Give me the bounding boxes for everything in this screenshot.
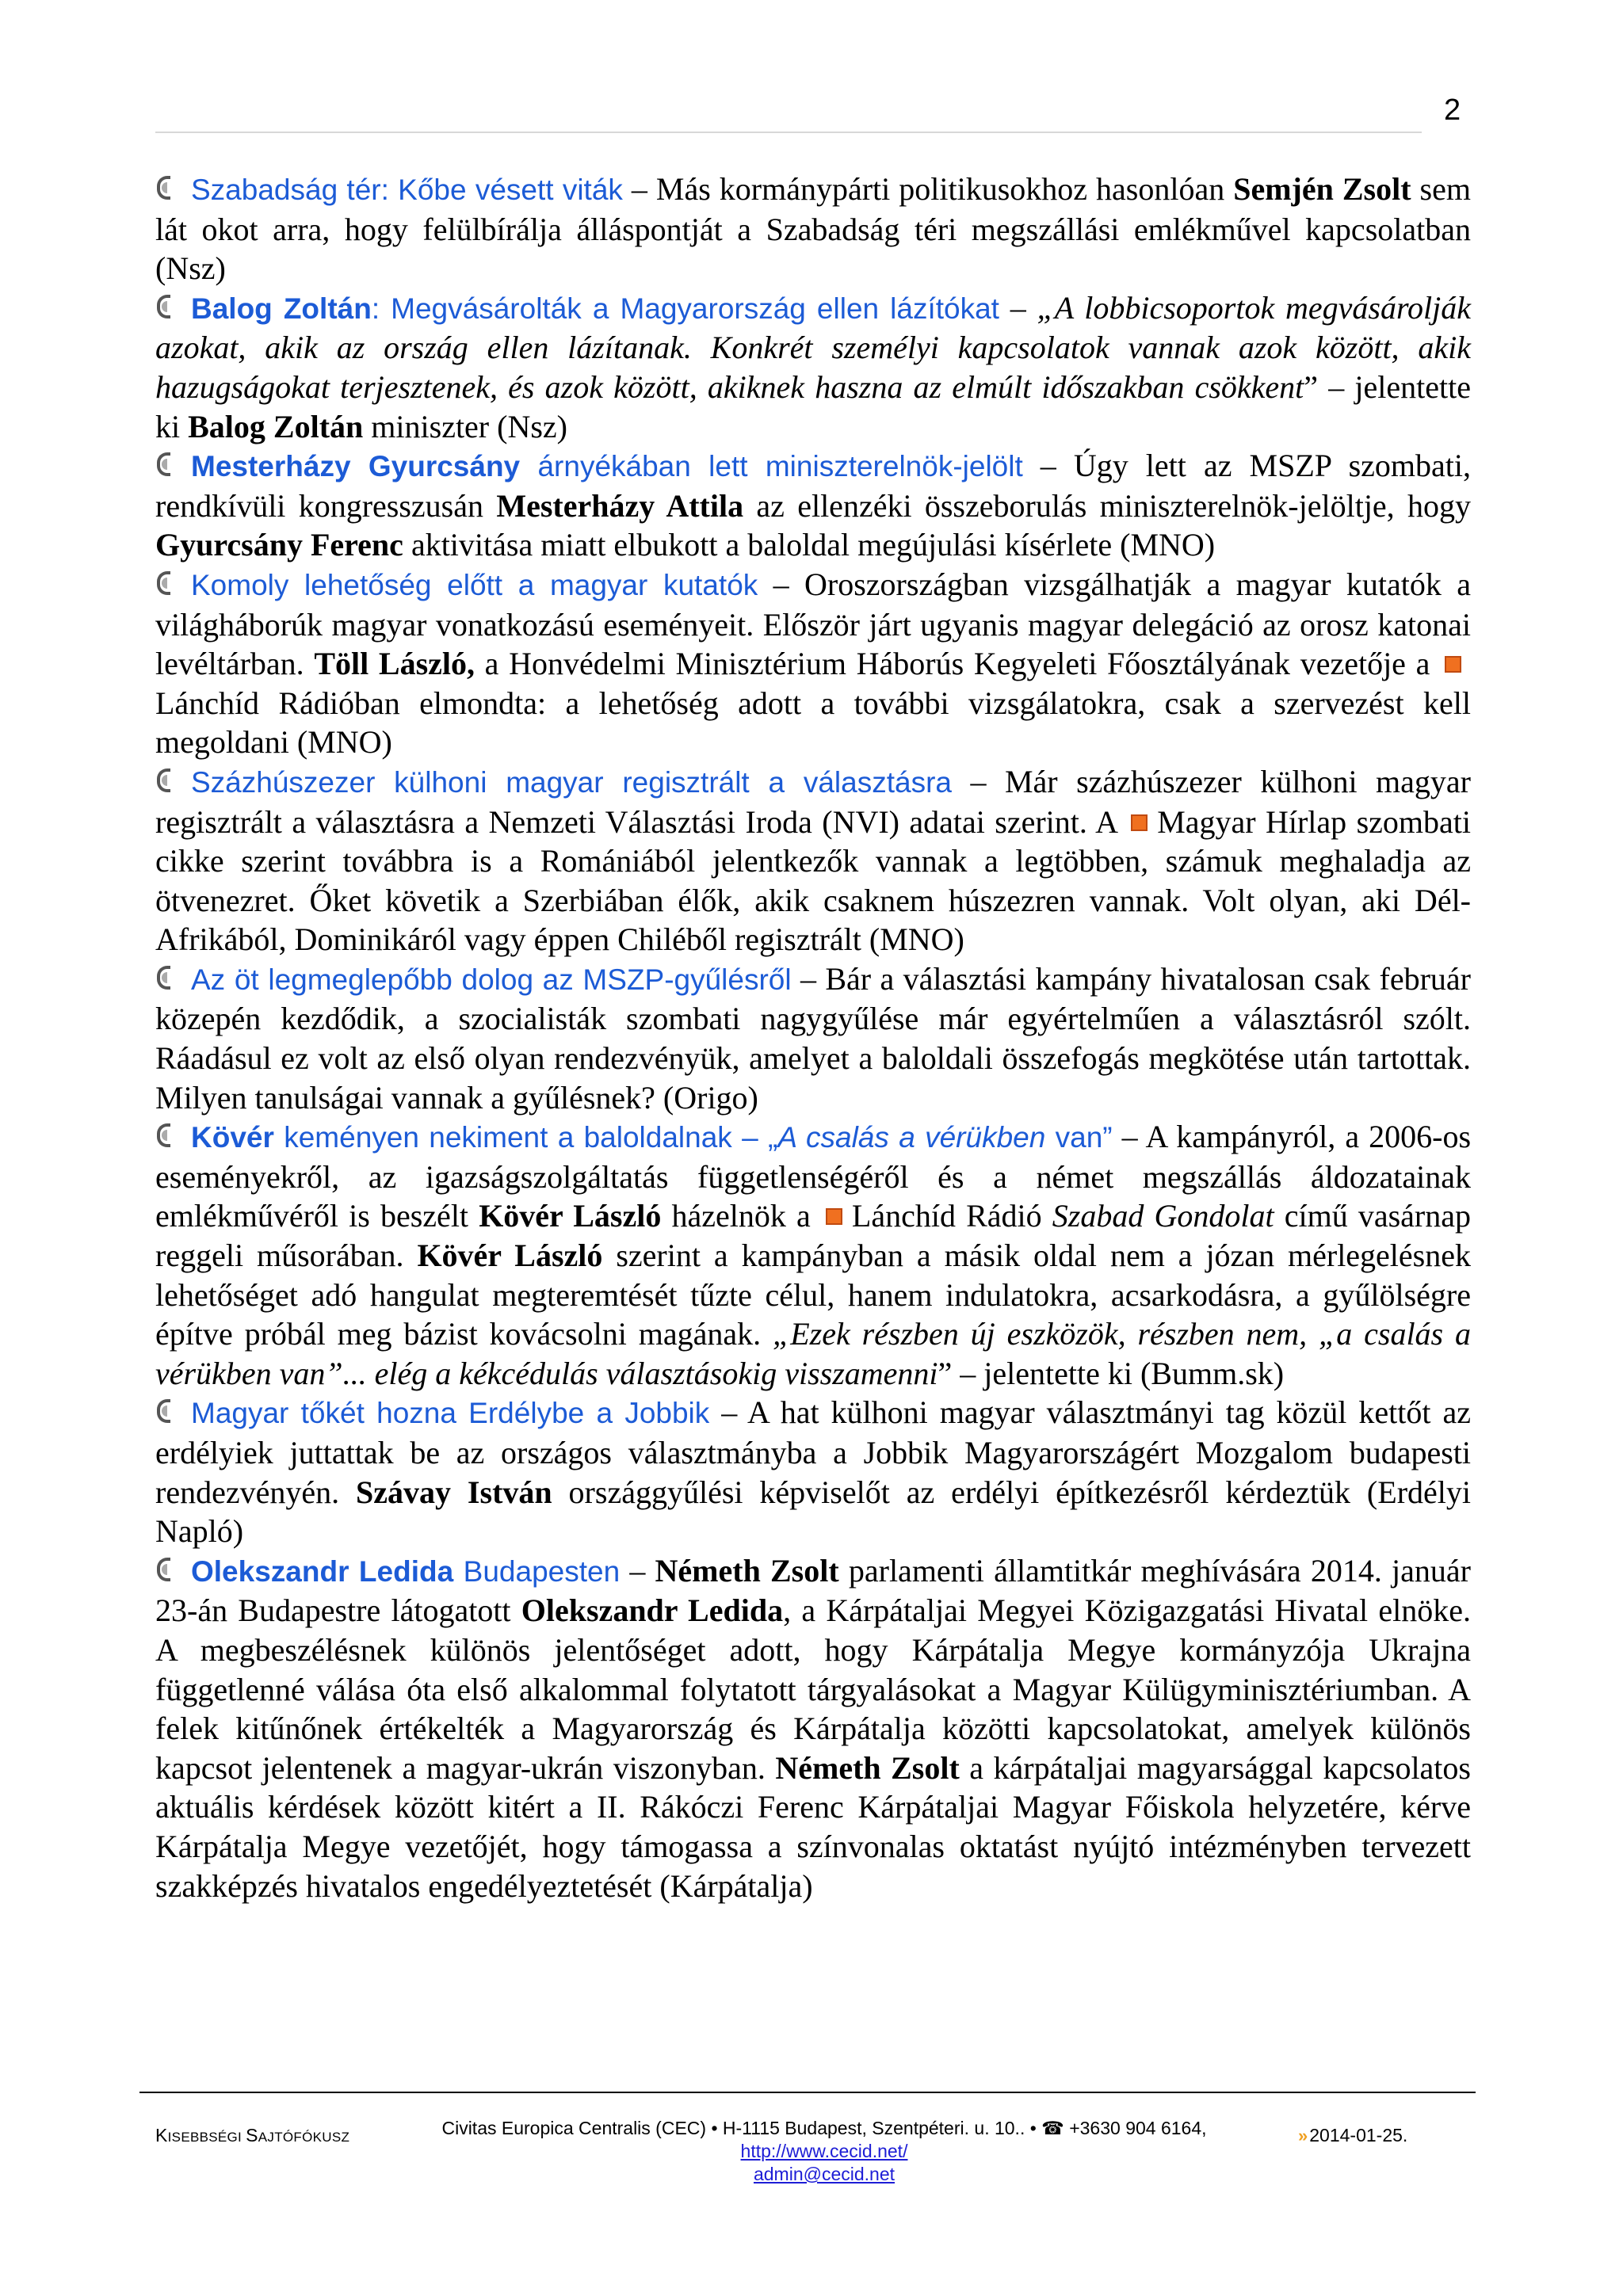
item-link[interactable]: : Megvásárolták a Magyarország ellen lázítókat xyxy=(371,292,999,325)
bullet-icon xyxy=(157,1399,170,1423)
item-link[interactable]: Százhúszezer külhoni magyar regisztrált a választásra xyxy=(191,765,952,799)
list-item: Szabadság tér: Kőbe vésett viták – Más kormánypárti politikusokhoz hasonlóan Semjén Zsolt sem lát okot arra, hogy felülbírálja álláspontját a Szabadság téri megszállási emlékművel kapcsolatban (Nsz) xyxy=(155,171,1471,287)
item-link[interactable]: Magyar tőkét hozna Erdélybe a Jobbik xyxy=(191,1397,710,1430)
bullet-icon xyxy=(157,571,170,595)
item-link[interactable]: árnyékában lett miniszterelnök-jelölt xyxy=(520,450,1023,483)
list-item: Kövér keményen nekiment a baloldalnak – „A csalás a vérükben van” – A kampányról, a 2006-os eseményekről, az igazságszolgáltatás függetlenségéről és a német megszállás áldozatainak emlékművéről is beszélt Kövér László házelnök a Lánchíd Rádió Szabad Gondolat című vasárnap reggeli műsorában. Kövér László szerint a kampányban a másik oldal nem a józan mérlegelésnek lehetőséget adó hangulat megteremtését tűzte célul, hanem indulatokra, acsarkodásra, a gyűlölségre építve próbál meg bázist kovácsolni magának. „Ezek részben új eszközök, részben nem, „a csalás a vérükben van”... elég a kékcédulás választásokig visszamenni” – jelentette ki (Bumm.sk) xyxy=(155,1119,1472,1391)
item-link[interactable]: Komoly lehetőség előtt a magyar kutatók xyxy=(191,568,758,601)
bullet-icon xyxy=(157,452,170,476)
item-link[interactable]: Balog Zoltán xyxy=(191,292,372,325)
bullet-icon xyxy=(157,295,170,318)
list-item: Az öt legmeglepőbb dolog az MSZP-gyűlésről – Bár a választási kampány hivatalosan csak február közepén kezdődik, a szocialisták szombati nagygyűlése már egyértelműen a választásról szólt. Ráadásul ez volt az első olyan rendezvényük, amelyet a baloldali összefogás megkötése után tartottak. Milyen tanulságai vannak a gyűlésnek? (Origo) xyxy=(155,960,1472,1116)
list-item: Mesterházy Gyurcsány árnyékában lett miniszterelnök-jelölt – Úgy lett az MSZP szombati, rendkívüli kongresszusán Mesterházy Attila az ellenzéki összeborulás miniszterelnök-jelöltje, hogy Gyurcsány Ferenc aktivitása miatt elbukott a baloldal megújulási kísérlete (MNO) xyxy=(155,448,1471,563)
item-link[interactable]: Budapesten xyxy=(453,1554,621,1588)
footer-publication-name: KISEBBSÉGI SAJTÓFÓKUSZ xyxy=(155,2125,350,2145)
item-link[interactable]: Mesterházy Gyurcsány xyxy=(191,450,521,483)
article-list xyxy=(155,170,1471,1905)
footer-divider xyxy=(139,2092,1476,2093)
footer-date: »2014-01-25. xyxy=(1298,2125,1408,2145)
item-link[interactable]: A csalás a vérükben xyxy=(777,1121,1046,1154)
footer-url-link[interactable]: http://www.cecid.net/ xyxy=(740,2141,908,2161)
footer-address: Civitas Europica Centralis (CEC) • H-1115 Budapest, Szentpéteri. u. 10.. • ☎ +3630 904 6164, xyxy=(441,2118,1207,2138)
item-link[interactable]: Szabadság tér: Kőbe vésett viták xyxy=(191,174,623,206)
item-link[interactable]: van” xyxy=(1045,1121,1113,1154)
list-item: Százhúszezer külhoni magyar regisztrált a választásra – Már százhúszezer külhoni magyar regisztrált a választásra a Nemzeti Választási Iroda (NVI) adatai szerint. A Magyar Hírlap szombati cikke szerint továbbra is a Romániából jelentkezők vannak a legtöbben, számuk meghaladja az ötvenezret. Őket követik a Szerbiában élők, akik csaknem húszezren vannak. Volt olyan, aki Dél-Afrikából, Dominikáról vagy éppen Chiléből regisztrált (MNO) xyxy=(155,763,1472,958)
footer-email-link[interactable]: admin@cecid.net xyxy=(753,2164,896,2184)
list-item: Komoly lehetőség előtt a magyar kutatók – Oroszországban vizsgálhatják a magyar kutatók a világháborúk magyar vonatkozású eseményeit. Először járt ugyanis magyar delegáció az orosz katonai levéltárban. Töll László, a Honvédelmi Minisztérium Háborús Kegyeleti Főosztályának vezetője a Lánchíd Rádióban elmondta: a lehetőség adott a további vizsgálatokra, csak a szervezést kell megoldani (MNO) xyxy=(155,566,1472,761)
list-item: Magyar tőkét hozna Erdélybe a Jobbik – A hat külhoni magyar választmányi tag közül kettőt az erdélyiek juttattak be az országos választmányba a Jobbik Magyarországért Mozgalom budapesti rendezvényén. Szávay István országgyűlési képviselőt az erdélyi építkezésről kérdeztük (Erdélyi Napló) xyxy=(155,1394,1471,1550)
list-item: Balog Zoltán: Megvásárolták a Magyarország ellen lázítókat – „A lobbicsoportok megvásárolják azokat, akik az ország ellen lázítanak. Konkrét személyi kapcsolatok vannak azok között, akik hazugságokat terjesztenek, és azok között, akiknek haszna az elmúlt időszakban csökkent” – jelentette ki Balog Zoltán miniszter (Nsz) xyxy=(155,289,1472,444)
item-link[interactable]: keményen nekiment a baloldalnak – „ xyxy=(273,1121,778,1154)
bullet-icon xyxy=(157,1558,170,1581)
item-link[interactable]: Az öt legmeglepőbb dolog az MSZP-gyűlésről xyxy=(191,963,792,996)
list-item: Olekszandr Ledida Budapesten – Németh Zsolt parlamenti államtitkár meghívására 2014. január 23-án Budapestre látogatott Olekszandr Ledida, a Kárpátaljai Megyei Közigazgatási Hivatal elnöke. A megbeszélésnek különös jelentőséget adott, hogy Kárpátalja Megye kormányzója Ukrajna függetlenné válása óta első alkalommal folytatott tárgyalásokat a Magyar Külügyminisztériumban. A felek kitűnőnek értékelték a Magyarország és Kárpátalja közötti kapcsolatokat, amelyek különös kapcsot jelentenek a magyar-ukrán viszonyban. Németh Zsolt a kárpátaljai magyarsággal kapcsolatos aktuális kérdések között kitért a II. Rákóczi Ferenc Kárpátaljai Magyar Főiskola helyzetére, kérve Kárpátalja Megye vezetőjét, hogy támogassa a színvonalas oktatást nyújtó intézményben tervezett szakképzés hivatalos engedélyeztetését (Kárpátalja) xyxy=(155,1552,1471,1904)
header-divider xyxy=(155,132,1422,133)
bullet-icon xyxy=(157,176,170,200)
item-link[interactable]: Kövér xyxy=(191,1121,274,1154)
orange-square-icon xyxy=(826,1208,842,1225)
orange-square-icon xyxy=(1131,814,1148,831)
bullet-icon xyxy=(157,769,170,792)
footer-contact xyxy=(420,2117,1228,2186)
double-arrow-icon: » xyxy=(1298,2126,1308,2145)
page-number: 2 xyxy=(1444,93,1461,127)
orange-square-icon xyxy=(1445,656,1461,673)
bullet-icon xyxy=(157,966,170,990)
item-link[interactable]: Olekszandr Ledida xyxy=(191,1554,454,1588)
bullet-icon xyxy=(157,1123,170,1147)
